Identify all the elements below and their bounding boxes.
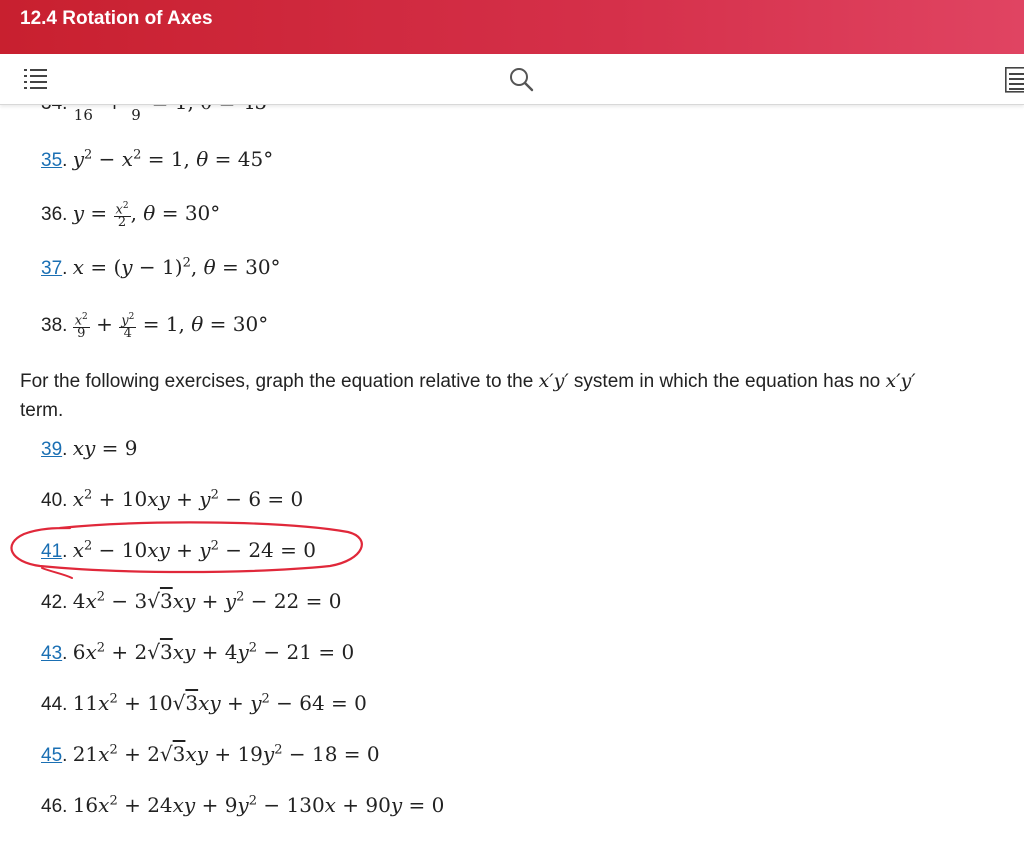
equation: $21x^2 + 2√3xy + 19y^2 - 18 = 0$ (72, 742, 380, 766)
exercise-row: 37. $x = (y - 1)^2$, θ = 30° (41, 255, 281, 279)
exercise-row: 40. $x^2 + 10xy + y^2 - 6 = 0$ (41, 487, 304, 511)
notes-list-icon[interactable] (1005, 67, 1024, 93)
exercise-link-43[interactable]: 43 (41, 643, 63, 664)
page-title: 12.4 Rotation of Axes (20, 8, 213, 29)
equation: $y^2 - x^2 = 1$, θ = 45° (72, 147, 274, 171)
search-icon[interactable] (509, 67, 535, 93)
equation: $11x^2 + 10√3xy + y^2 - 64 = 0$ (72, 691, 367, 715)
exercise-link-41[interactable]: 41 (41, 541, 63, 562)
equation: xy = 9 (72, 436, 138, 460)
exercise-row: 36. y = $\frac{x^2}{2}$ , θ = 30° (41, 201, 221, 231)
exercise-number: 42 (41, 592, 63, 613)
equation: $6x^2 + 2√3xy + 4y^2 - 21 = 0$ (72, 640, 355, 664)
equation: $4x^2 - 3√3xy + y^2 - 22 = 0$ (72, 589, 342, 613)
exercise-row-circled: 41. $x^2 - 10xy + y^2 - 24 = 0$ (41, 538, 316, 562)
equation: $16x^2 + 24xy + 9y^2 - 130x + 90y = 0$ (72, 793, 445, 817)
exercise-34-partial: 16 9 (41, 90, 267, 115)
exercise-row: 42. $4x^2 - 3√3xy + y^2 - 22 = 0$ (41, 589, 342, 613)
equation: $\frac{x^2}{9}$ + $\frac{y^2}{4}$ = 1, θ = 30° (74, 312, 269, 342)
exercise-row: 45. $21x^2 + 2√3xy + 19y^2 - 18 = 0$ (41, 742, 380, 766)
header-bar (0, 0, 1024, 54)
exercise-number: 38 (41, 315, 63, 337)
content-area (0, 104, 1024, 846)
equation: y = $\frac{x^2}{2}$ , θ = 30° (72, 201, 221, 231)
exercise-row: 39. xy = 9 (41, 436, 138, 460)
equation: $x^2 + 10xy + y^2 - 6 = 0$ (72, 487, 304, 511)
exercise-number: 46 (41, 796, 63, 817)
exercise-number: 36 (41, 204, 63, 226)
exercise-row: 43. $6x^2 + 2√3xy + 4y^2 - 21 = 0$ (41, 640, 355, 664)
equation: $x = (y - 1)^2$, θ = 30° (72, 255, 281, 279)
exercise-row: 38. $\frac{x^2}{9}$ + $\frac{y^2}{4}$ = 1, θ = 30° (41, 312, 269, 342)
exercise-number: 44 (41, 694, 63, 715)
exercise-number: 40 (41, 490, 63, 511)
instructions-text: For the following exercises, graph the equation relative to the x′y′ system in which the equation has no x′y′ term. (20, 370, 916, 421)
exercise-row: 46. $16x^2 + 24xy + 9y^2 - 130x + 90y = 0$ (41, 793, 445, 817)
exercise-link-37[interactable]: 37 (41, 258, 63, 279)
exercise-link-35[interactable]: 35 (41, 150, 63, 171)
toolbar (0, 54, 1024, 105)
exercise-link-45[interactable]: 45 (41, 745, 63, 766)
list-icon[interactable] (24, 68, 48, 90)
exercise-row: 44. $11x^2 + 10√3xy + y^2 - 64 = 0$ (41, 691, 367, 715)
exercise-row: 35. $y^2 - x^2 = 1$, θ = 45° (41, 147, 274, 171)
exercise-link-39[interactable]: 39 (41, 439, 63, 460)
equation: $x^2 - 10xy + y^2 - 24 = 0$ (72, 538, 316, 562)
